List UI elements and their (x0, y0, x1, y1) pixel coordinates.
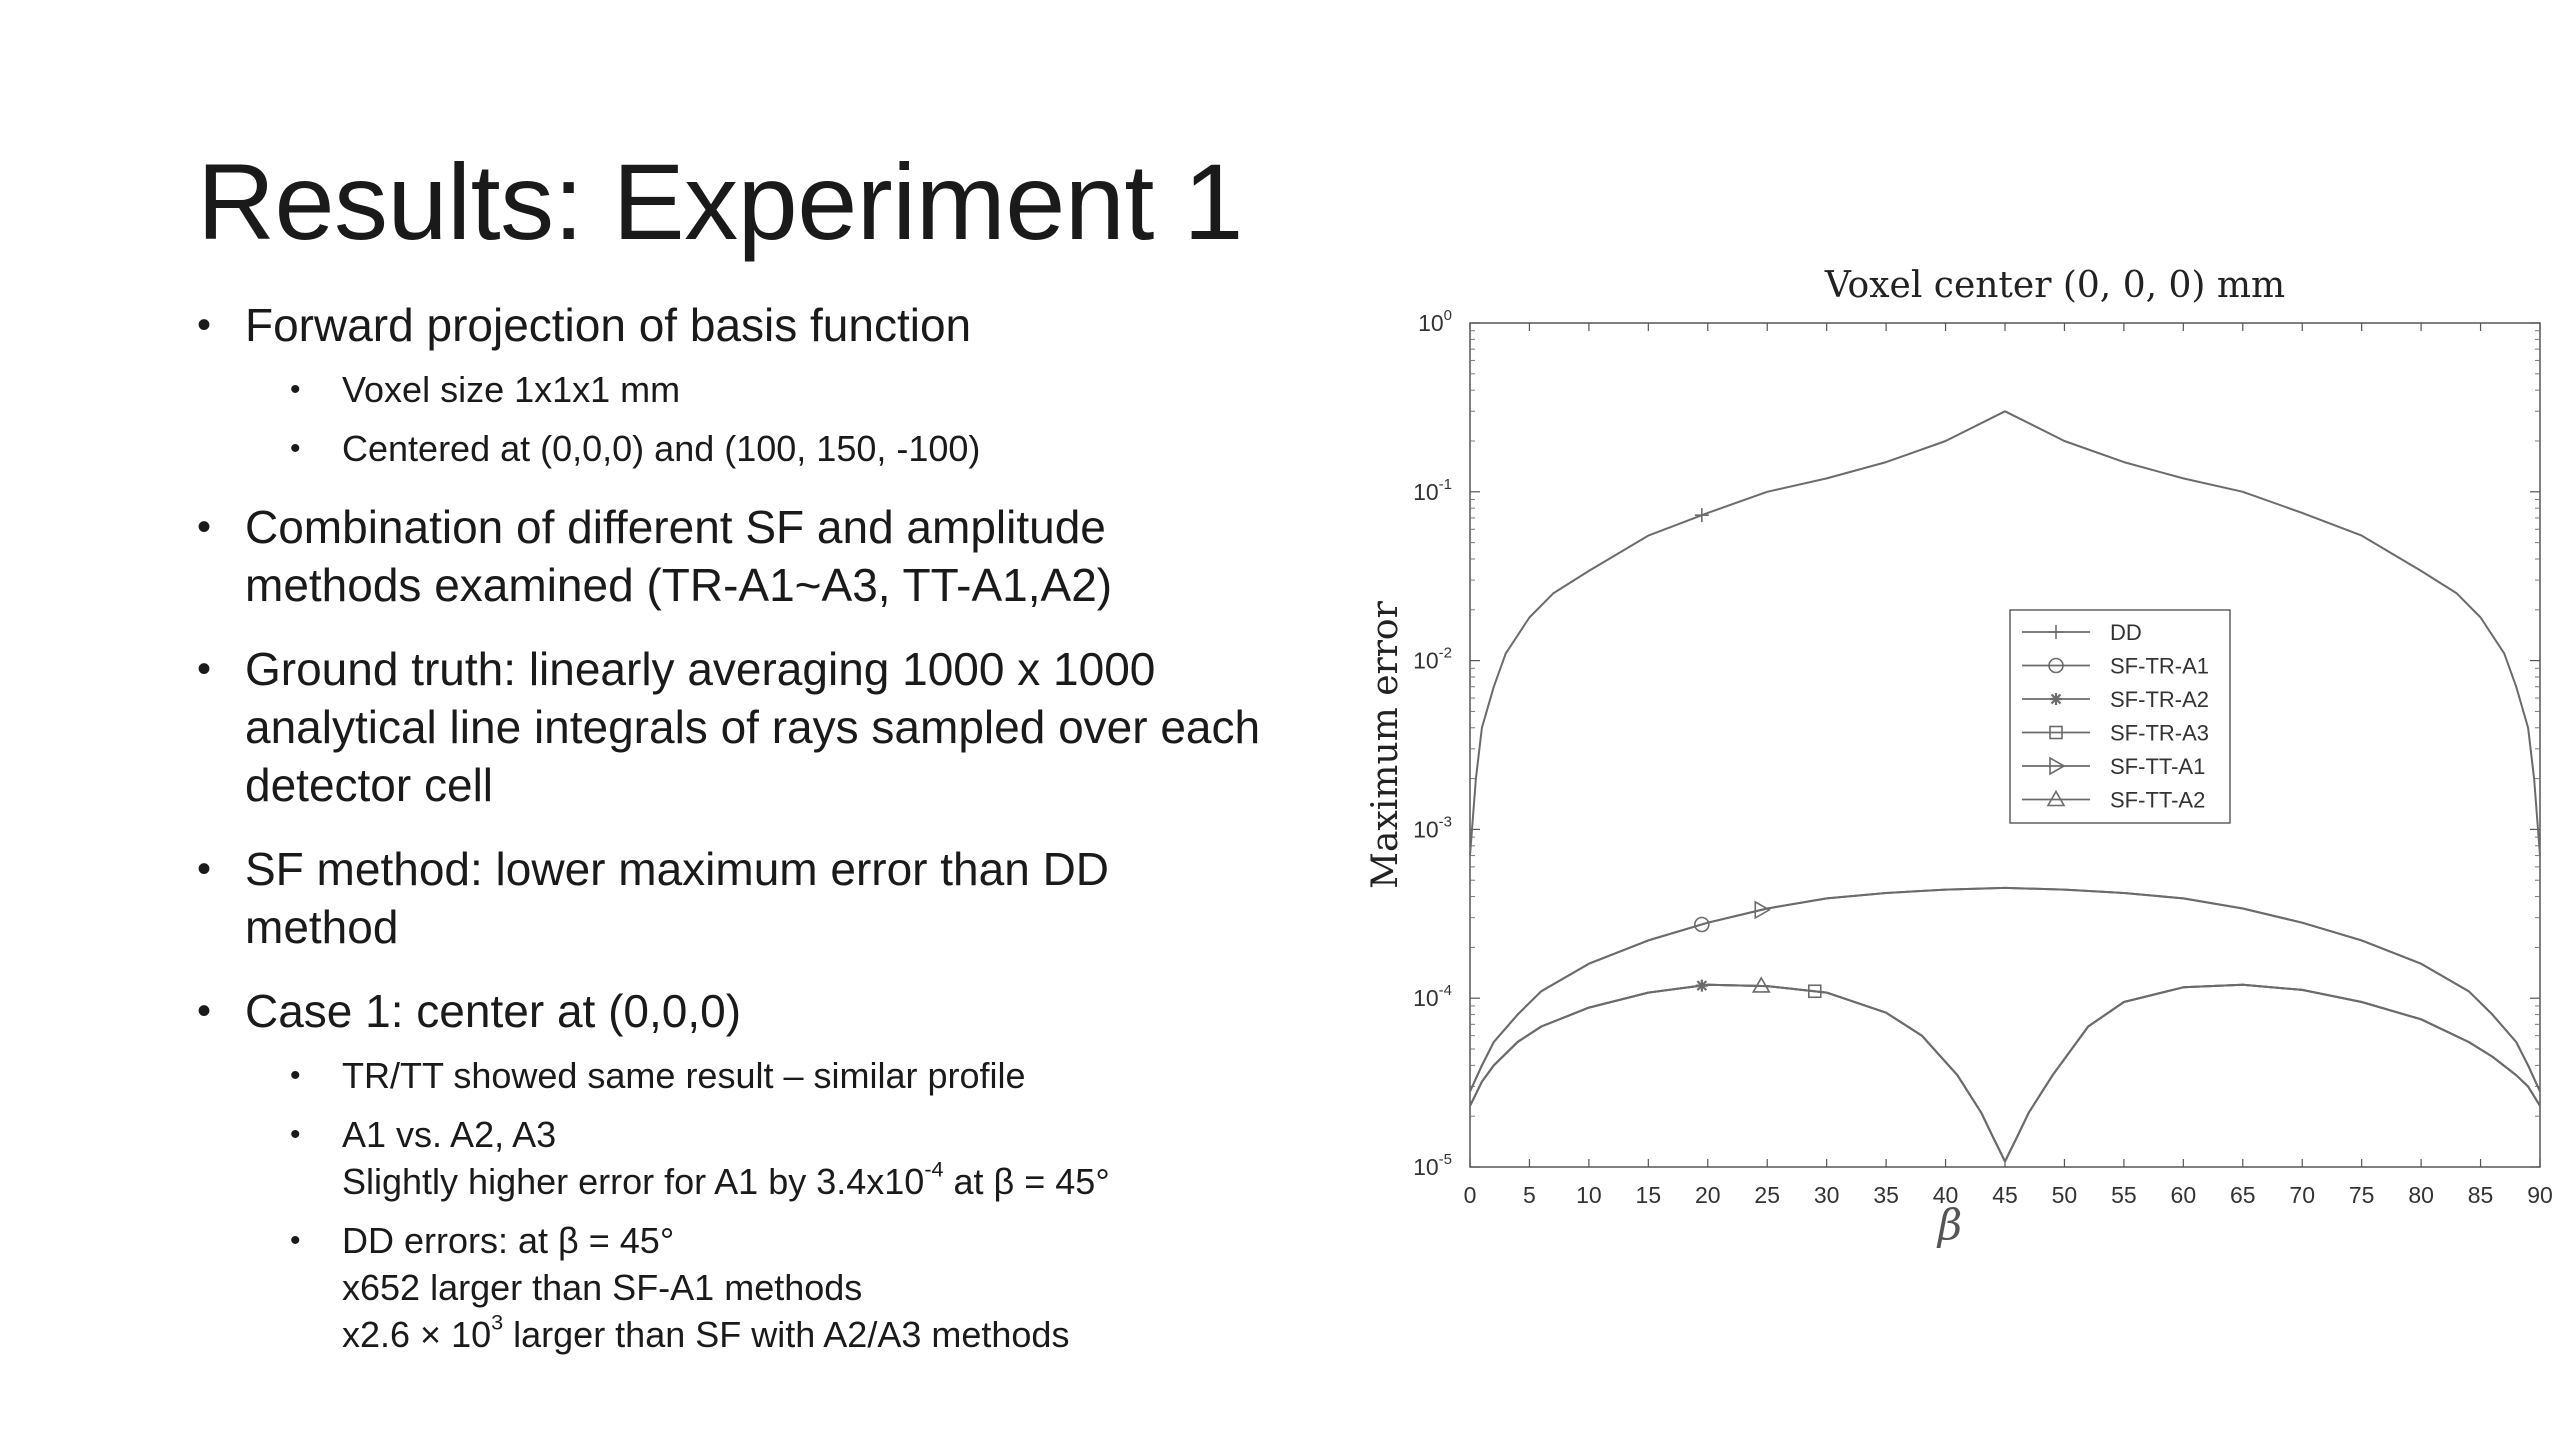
sub-bullet-text: Centered at (0,0,0) and (100, 150, -100) (342, 428, 981, 469)
x-tick-label: 20 (1694, 1182, 1721, 1208)
legend-label: DD (2110, 620, 2142, 645)
sub-bullet-line (342, 1052, 1347, 1099)
sub-bullet-line (342, 1158, 1347, 1205)
series-line-sf-tt-a2 (1470, 985, 2540, 1162)
sub-bullet-text: x652 larger than SF-A1 methods (342, 1267, 863, 1308)
bullet-text: detector cell (245, 759, 494, 811)
superscript-exponent: -4 (924, 1156, 944, 1182)
sub-bullet-dot: • (290, 1118, 301, 1151)
y-tick-label: $10^{-2}$ (1413, 644, 1452, 674)
x-tick-label: 15 (1635, 1182, 1662, 1208)
sub-bullet-line (342, 425, 1347, 472)
bullet-dot: • (197, 303, 212, 347)
sub-bullet-text: A1 vs. A2, A3 (342, 1114, 557, 1155)
y-tick-label: $10^{-4}$ (1413, 982, 1452, 1012)
sub-bullet-dot: • (290, 432, 301, 465)
series-line-sf-tr-a3 (1470, 985, 2540, 1162)
x-tick-label: 80 (2408, 1182, 2434, 1208)
sub-bullet-text: at β = 45° (943, 1161, 1110, 1202)
legend-label: SF-TR-A1 (2110, 653, 2209, 679)
x-tick-label: 10 (1576, 1182, 1602, 1208)
x-tick-label: 45 (1992, 1182, 2018, 1208)
sub-bullet-item (197, 425, 1347, 472)
legend-label: SF-TR-A2 (2110, 687, 2209, 712)
y-tick-label: $10^{-5}$ (1413, 1151, 1452, 1180)
x-tick-label: 0 (1463, 1182, 1477, 1208)
legend-label: SF-TT-A1 (2110, 754, 2206, 779)
bullet-item (197, 640, 1347, 814)
y-tick-label: $10^{-1}$ (1413, 475, 1452, 505)
bullet-item (197, 840, 1347, 956)
y-tick-label: $10^{-3}$ (1413, 813, 1452, 843)
sub-bullet-line (342, 366, 1347, 413)
x-tick-label: 90 (2527, 1182, 2553, 1208)
sub-bullet-text: TR/TT showed same result – similar profile (342, 1055, 1026, 1096)
sub-bullet-dot: • (290, 373, 301, 406)
sub-bullet-text: DD errors: at β = 45° (342, 1220, 675, 1261)
bullet-list (197, 296, 1347, 1384)
series-line-sf-tr-a1 (1470, 888, 2540, 1092)
bullet-text: Case 1: center at (0,0,0) (245, 985, 742, 1037)
bullet-text: analytical line integrals of rays sampled over each (245, 701, 1261, 753)
x-axis-label: β (1937, 1200, 1963, 1249)
sub-bullet-item (197, 1217, 1347, 1358)
superscript-exponent: 3 (491, 1309, 504, 1335)
bullet-text: method (245, 901, 399, 953)
series-line-sf-tr-a2 (1470, 985, 2540, 1162)
chart-title: Voxel center (0, 0, 0) mm (1824, 265, 2286, 306)
series-marker-dd (1695, 508, 1709, 522)
bullet-text: SF method: lower maximum error than DD (245, 843, 1110, 895)
x-tick-label: 70 (2289, 1182, 2316, 1208)
sub-bullet-text: Voxel size 1x1x1 mm (342, 369, 681, 410)
sub-bullet-item (197, 366, 1347, 413)
x-tick-label: 75 (2348, 1182, 2375, 1208)
bullet-dot: • (197, 847, 212, 891)
sub-bullet-dot: • (290, 1059, 301, 1092)
bullet-item (197, 296, 1347, 472)
x-tick-label: 35 (1873, 1182, 1899, 1208)
bullet-dot: • (197, 505, 212, 549)
x-tick-label: 85 (2467, 1182, 2494, 1208)
sub-bullet-line (342, 1217, 1347, 1264)
x-tick-label: 25 (1754, 1182, 1781, 1208)
y-axis-label: Maximum error (1365, 601, 1406, 889)
legend-label: SF-TT-A2 (2110, 787, 2206, 813)
x-tick-label: 30 (1813, 1182, 1840, 1208)
legend-marker (2050, 693, 2062, 705)
bullet-text: Forward projection of basis function (245, 299, 972, 351)
bullet-text: Ground truth: linearly averaging 1000 x 1000 (245, 643, 1156, 695)
legend-label: SF-TR-A3 (2110, 720, 2209, 746)
bullet-dot: • (197, 989, 212, 1033)
bullet-item (197, 982, 1347, 1358)
sub-bullet-list (245, 366, 1347, 472)
x-tick-label: 50 (2051, 1182, 2078, 1208)
x-tick-label: 40 (1932, 1182, 1959, 1208)
sub-bullet-line (342, 1111, 1347, 1158)
sub-bullet-dot: • (290, 1224, 301, 1257)
sub-bullet-text: x2.6 × 10 (342, 1314, 492, 1355)
y-tick-label: $10^0$ (1418, 307, 1452, 336)
bullet-text: Combination of different SF and amplitude (245, 501, 1106, 553)
sub-bullet-line (342, 1264, 1347, 1311)
x-tick-label: 5 (1523, 1182, 1536, 1208)
sub-bullet-item (197, 1111, 1347, 1205)
bullet-item (197, 498, 1347, 614)
slide-title: Results: Experiment 1 (197, 141, 1243, 262)
bullet-dot: • (197, 647, 212, 691)
x-tick-label: 65 (2229, 1182, 2256, 1208)
plot-frame (1470, 323, 2540, 1167)
sub-bullet-text: Slightly higher error for A1 by 3.4x10 (342, 1161, 925, 1202)
sub-bullet-item (197, 1052, 1347, 1099)
sub-bullet-line (342, 1311, 1347, 1358)
x-tick-label: 60 (2170, 1182, 2197, 1208)
x-tick-label: 55 (2111, 1182, 2137, 1208)
max-error-chart (1355, 255, 2560, 1265)
sub-bullet-text: larger than SF with A2/A3 methods (503, 1314, 1070, 1355)
series-line-sf-tt-a1 (1470, 888, 2540, 1092)
sub-bullet-list (245, 1052, 1347, 1358)
series-line-dd (1470, 411, 2540, 855)
bullet-text: methods examined (TR-A1~A3, TT-A1,A2) (245, 559, 1113, 611)
